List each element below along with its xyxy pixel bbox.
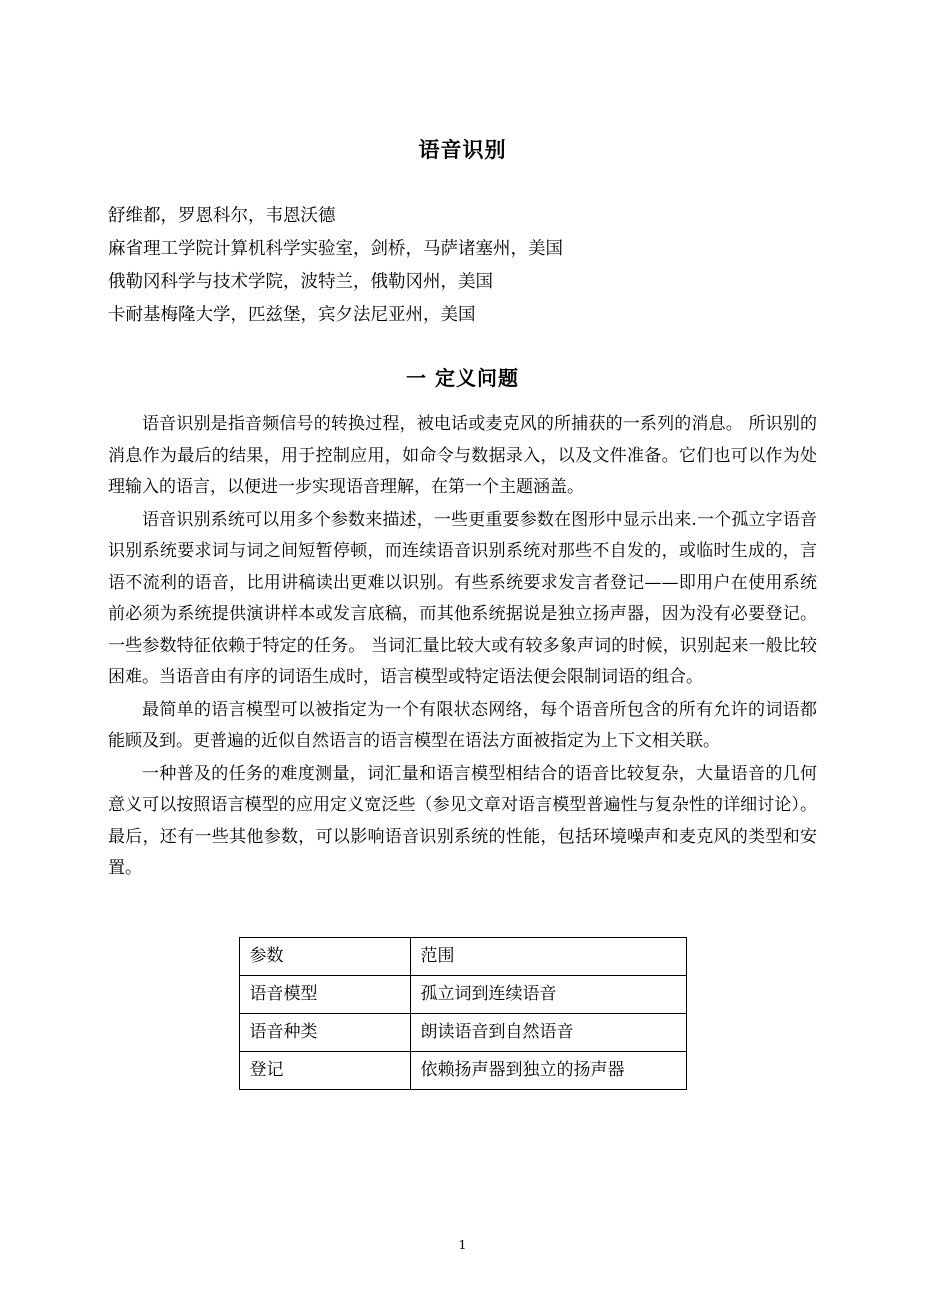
- table-cell-param: 登记: [239, 1051, 410, 1089]
- table-row: [239, 1051, 686, 1089]
- page-number: 1: [458, 1237, 467, 1252]
- parameters-table-wrapper: [239, 937, 687, 1090]
- table-cell-param: 语音种类: [239, 1013, 410, 1051]
- parameters-table: [239, 937, 687, 1090]
- table-cell-param: 语音模型: [239, 975, 410, 1013]
- author-line-affiliation-2: 俄勒冈科学与技术学院，波特兰，俄勒冈州，美国: [108, 272, 493, 292]
- authors-block: [108, 200, 817, 332]
- table-row: [239, 975, 686, 1013]
- body-paragraph-3: 最简单的语言模型可以被指定为一个有限状态网络，每个语音所包含的所有允许的词语都能顾及到。更普遍的近似自然语言的语言模型在语法方面被指定为上下文相关联。: [108, 699, 817, 751]
- table-cell-range: 孤立词到连续语音: [410, 975, 686, 1013]
- author-line-affiliation-1: 麻省理工学院计算机科学实验室，剑桥，马萨诸塞州，美国: [108, 239, 563, 259]
- table-cell-param: 参数: [239, 937, 410, 975]
- table-cell-range: 依赖扬声器到独立的扬声器: [410, 1051, 686, 1089]
- table-cell-range: 朗读语音到自然语音: [410, 1013, 686, 1051]
- table-row: [239, 937, 686, 975]
- table-cell-range: 范围: [410, 937, 686, 975]
- body-paragraph-2: 语音识别系统可以用多个参数来描述，一些更重要参数在图形中显示出来.一个孤立字语音识别系统要求词与词之间短暂停顿，而连续语音识别系统对那些不自发的，或临时生成的，言语不流利的语音，比用讲稿读出更难以识别。有些系统要求发言者登记——即用户在使用系统前必须为系统提供演讲样本或发言底稿，而其他系统据说是独立扬声器，因为没有必要登记。一些参数特征依赖于特定的任务。 当词汇量比较大或有较多象声词的时候，识别起来一般比较困难。当语音由有序的词语生成时，语言模型或特定语法便会限制词语的组合。: [108, 509, 817, 687]
- body-paragraph-4: 一种普及的任务的难度测量，词汇量和语言模型相结合的语音比较复杂，大量语音的几何意义可以按照语言模型的应用定义宽泛些（参见文章对语言模型普遍性与复杂性的详细讨论）。最后，还有一些其他参数，可以影响语音识别系统的性能，包括环境噪声和麦克风的类型和安置。: [108, 763, 817, 878]
- table-row: [239, 1013, 686, 1051]
- author-line-names: 舒维都，罗恩科尔，韦恩沃德: [108, 206, 336, 226]
- page-title: 语音识别: [418, 137, 507, 162]
- author-line-affiliation-3: 卡耐基梅隆大学，匹兹堡，宾夕法尼亚州，美国: [108, 305, 476, 325]
- body-paragraph-1: 语音识别是指音频信号的转换过程，被电话或麦克风的所捕获的一系列的消息。 所识别的消息作为最后的结果，用于控制应用，如命令与数据录入，以及文件准备。它们也可以作为处理输入的语言，以便进一步实现语音理解，在第一个主题涵盖。: [108, 414, 817, 497]
- section-heading: 一 定义问题: [406, 366, 519, 390]
